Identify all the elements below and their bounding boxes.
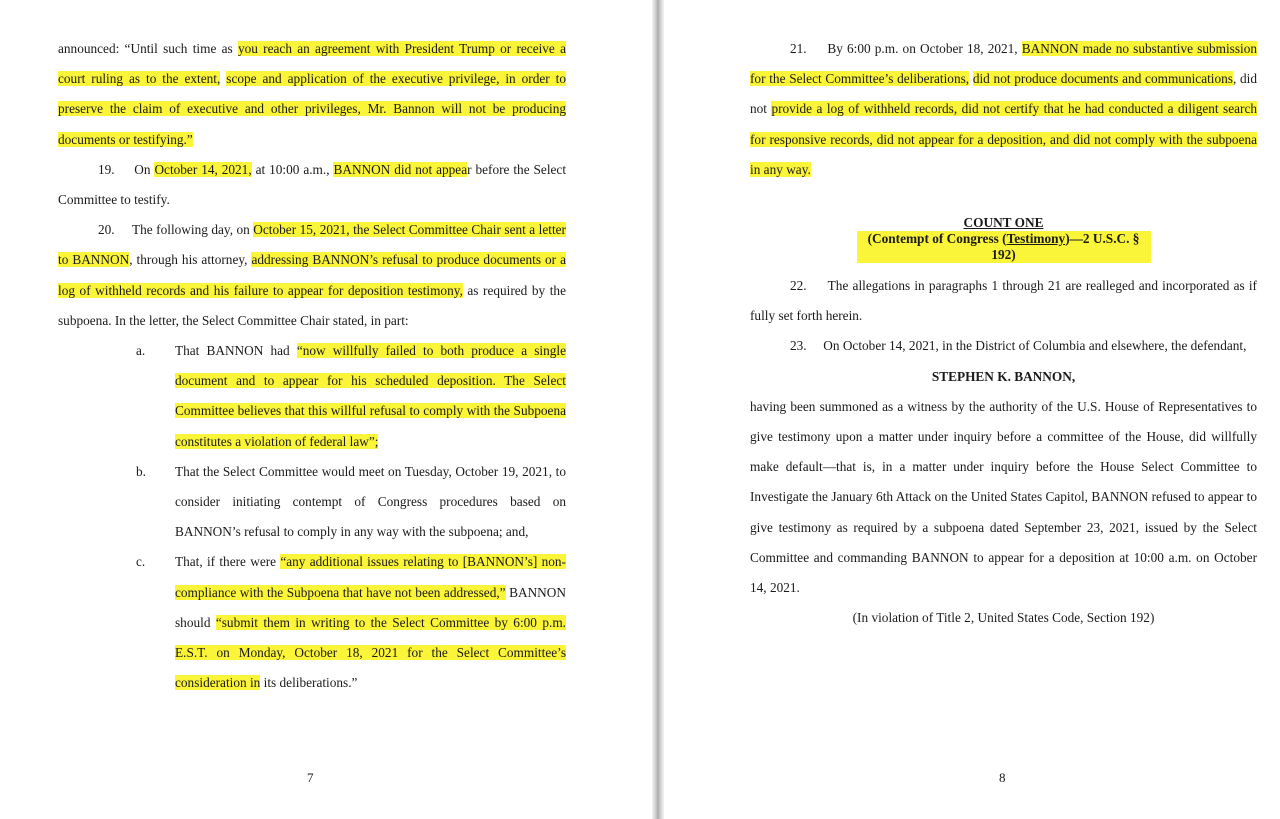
paragraph-number: 23.: [790, 338, 807, 354]
list-label: b.: [136, 463, 146, 479]
highlighted-text: October 15, 2021, the Select Committee Chair sent a letter to BANNON: [58, 222, 566, 268]
list-label: c.: [136, 554, 146, 570]
highlighted-text: provide a log of withheld records, did not certify that he had conducted a diligent search for responsive records, did not appear for a deposition, and did not comply with the subpoena in any way.: [750, 101, 1257, 177]
text-run: By 6:00 p.m. on October 18, 2021,: [827, 41, 1022, 56]
highlighted-text: BANNON did not appea: [333, 161, 468, 177]
list-item-a: [58, 336, 566, 457]
text-run: as required by the subpoena. In the letter, the Select Committee Chair stated, in part:: [58, 282, 566, 328]
paragraph-number: 20.: [98, 222, 115, 238]
page-number: 7: [307, 770, 314, 785]
right-page-body: [750, 34, 1257, 633]
highlighted-text: “now willfully failed to both produce a single document and to appear for his scheduled deposition. The Select Committee believes that this willful refusal to comply with the Subpoena constitutes a violation of federal law”;: [175, 343, 566, 449]
paragraph-number: 22.: [790, 278, 807, 294]
highlighted-text: BANNON made no substantive submission for the Select Committee’s deliberations,: [750, 41, 1257, 87]
left-page-body: [58, 34, 566, 698]
highlighted-text: “submit them in writing to the Select Committee by 6:00 p.m. E.S.T. on Monday, October 18, 2021 for the Select Committee’s consideration in: [175, 614, 566, 691]
text-run: The allegations in paragraphs 1 through 21 are realleged and incorporated as if fully set forth herein.: [750, 278, 1257, 324]
highlighted-text: October 14, 2021,: [154, 161, 252, 177]
paragraph-19: [58, 155, 566, 215]
text-run: BANNON should: [175, 584, 566, 630]
text-run: (Contempt of Congress (: [867, 231, 1007, 247]
text-run: That BANNON had: [175, 343, 297, 359]
list-label: a.: [136, 343, 146, 359]
paragraph-number: 21.: [790, 41, 807, 56]
violation-citation: (In violation of Title 2, United States Code, Section 192): [852, 610, 1155, 626]
list-item-c: [58, 547, 566, 698]
highlighted-text: “any additional issues relating to [BANNON’s] non-compliance with the Subpoena that have not been addressed,”: [175, 554, 566, 600]
charge-paragraph: having been summoned as a witness by the authority of the U.S. House of Representatives to give testimony upon a matter under inquiry before a committee of the House, did willfully make default—that is, in a matter under inquiry before the House Select Committee to Investigate the January 6th Attack on the United States Capitol, BANNON refused to appear to give testimony as required by a subpoena dated September 23, 2021, issued by the Select Committee and commanding BANNON to appear for a deposition at 10:00 a.m. on October 14, 2021.: [750, 398, 1257, 596]
text-run: On October 14, 2021, in the District of Columbia and elsewhere, the defendant,: [823, 338, 1247, 354]
underlined-text: Testimony: [1006, 231, 1066, 247]
defendant-name: STEPHEN K. BANNON,: [931, 368, 1076, 384]
paragraph-21: [750, 34, 1257, 185]
highlighted-text: did not produce documents and communications: [972, 71, 1233, 87]
text-run: )—2 U.S.C. § 192): [991, 231, 1140, 263]
list-item-b: [58, 457, 566, 548]
text-run: , did not: [750, 71, 1257, 117]
count-title: COUNT ONE: [963, 215, 1044, 231]
text-run: That, if there were: [175, 554, 281, 570]
text-run: The following day, on: [132, 222, 254, 238]
highlighted-text: scope and application of the executive privilege, in order to preserve the claim of executive and other privileges, Mr. Bannon will not be producing documents or testifying.”: [58, 71, 566, 147]
page-8: [664, 0, 1280, 819]
book-gutter: [652, 0, 664, 819]
highlighted-text: you reach an agreement with President Trump or receive a court ruling as to the extent,: [58, 41, 567, 87]
page-number: 8: [999, 770, 1006, 785]
count-subtitle: [857, 231, 1151, 263]
text-run: , through his attorney,: [129, 252, 252, 268]
text-run: r before the Select Committee to testify.: [58, 161, 567, 208]
paragraph-number: 19.: [98, 161, 115, 177]
paragraph-22: [750, 271, 1257, 331]
text-run: announced: “Until such time as: [58, 41, 238, 56]
text-run: its deliberations.”: [260, 675, 358, 691]
text-run: That the Select Committee would meet on Tuesday, October 19, 2021, to consider initiating contempt of Congress procedures based on BANNON’s refusal to comply in any way with the subpoena; and,: [175, 463, 566, 540]
continuation-paragraph: [58, 34, 566, 155]
text-run: On: [134, 161, 155, 177]
paragraph-20: [58, 215, 566, 336]
highlighted-text: addressing BANNON’s refusal to produce documents or a log of withheld records and his failure to appear for deposition testimony,: [58, 252, 567, 298]
text-run: at 10:00 a.m.,: [251, 161, 334, 177]
paragraph-23: [750, 331, 1257, 361]
